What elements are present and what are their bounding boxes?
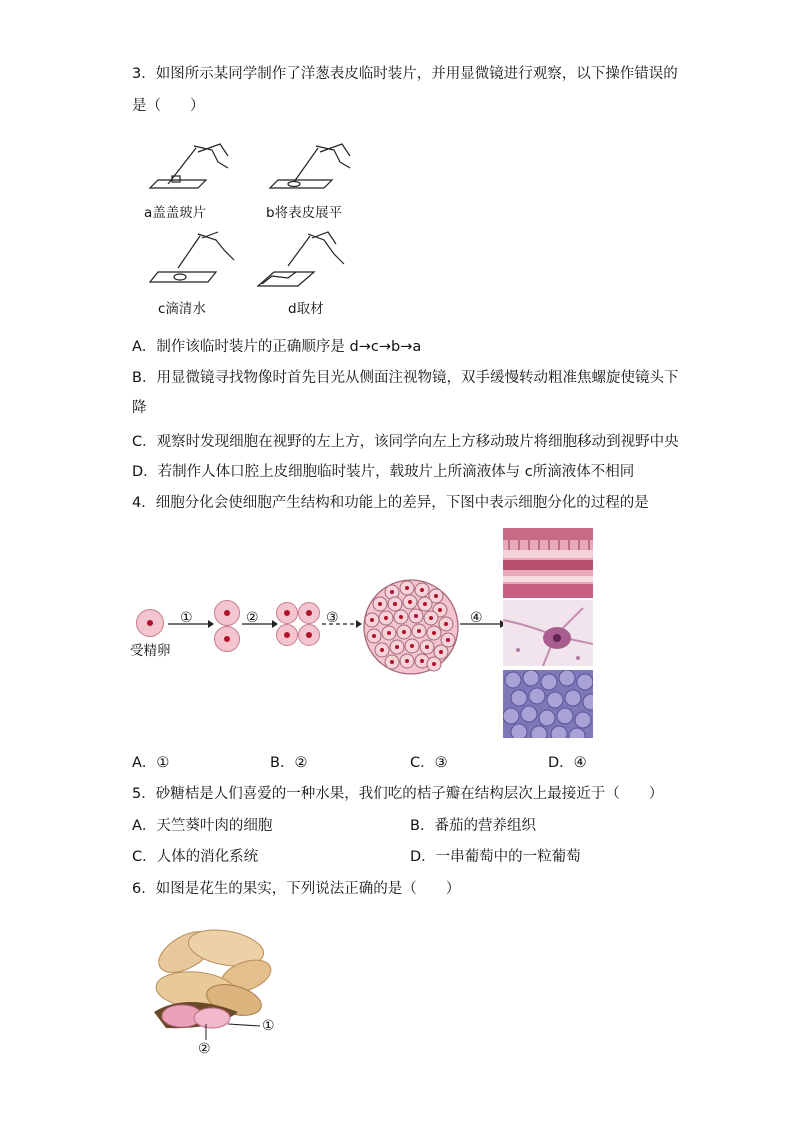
zygote-label: 受精卵: [130, 643, 171, 659]
step-mark-4: ④: [470, 610, 483, 626]
q3-figure: [138, 136, 368, 316]
q4-figure: [130, 520, 610, 750]
caption-c: c滴清水: [158, 301, 206, 317]
q4-option-a: A．①: [132, 755, 170, 771]
drawing-a: [150, 144, 228, 188]
q5-option-d: D．一串葡萄中的一粒葡萄: [410, 849, 581, 865]
peanut-mark-2: ②: [198, 1041, 211, 1057]
four-cell-2: [298, 602, 320, 624]
step-mark-1: ①: [180, 610, 193, 626]
q5-option-a: A．天竺葵叶肉的细胞: [132, 818, 273, 834]
tissue-photo-epithelial: [503, 528, 593, 598]
drawing-c: [150, 232, 234, 282]
step-mark-2: ②: [246, 610, 259, 626]
drawing-d: [258, 232, 344, 286]
four-cell-1: [276, 602, 298, 624]
two-cell-bottom: [214, 626, 240, 652]
peanut-figure: [146, 912, 286, 1062]
caption-d: d取材: [288, 301, 324, 317]
tissue-photo-neuron: [503, 600, 593, 666]
q3-stem-line1: 3．如图所示某同学制作了洋葱表皮临时装片，并用显微镜进行观察，以下操作错误的: [132, 66, 678, 82]
two-cell-top: [214, 600, 240, 626]
q3-stem-line2: 是（ ）: [132, 98, 205, 114]
q5-option-b: B．番茄的营养组织: [410, 818, 536, 834]
q3-option-c: C．观察时发现细胞在视野的左上方，该同学向左上方移动玻片将细胞移动到视野中央: [132, 434, 679, 450]
step-mark-3: ③: [326, 610, 339, 626]
q6-stem: 6．如图是花生的果实，下列说法正确的是（ ）: [132, 881, 461, 897]
q5-stem: 5．砂糖桔是人们喜爱的一种水果，我们吃的桔子瓣在结构层次上最接近于（ ）: [132, 786, 664, 802]
q4-option-d: D．④: [548, 755, 587, 771]
caption-a: a盖盖玻片: [144, 205, 207, 221]
q3-option-d: D．若制作人体口腔上皮细胞临时装片，载玻片上所滴液体与 c所滴液体不相同: [132, 464, 635, 480]
four-cell-3: [276, 624, 298, 646]
q3-option-b-cont: 降: [132, 400, 147, 416]
q3-option-b: B．用显微镜寻找物像时首先目光从侧面注视物镜，双手缓慢转动粗准焦螺旋使镜头下: [132, 370, 679, 386]
q3-option-a: A．制作该临时装片的正确顺序是 d→c→b→a: [132, 339, 422, 355]
q4-option-c: C．③: [410, 755, 448, 771]
caption-b: b将表皮展平: [266, 205, 343, 221]
q5-option-c: C．人体的消化系统: [132, 849, 259, 865]
cell-cluster: [362, 578, 460, 676]
arrow-4: [460, 606, 506, 636]
four-cell-4: [298, 624, 320, 646]
drawing-b: [270, 144, 350, 188]
zygote-cell: [136, 609, 164, 637]
peanut-seed-2: [194, 1008, 230, 1028]
tissue-photo-cells: [503, 670, 593, 738]
q4-stem: 4．细胞分化会使细胞产生结构和功能上的差异，下图中表示细胞分化的过程的是: [132, 495, 649, 511]
peanut-mark-1: ①: [262, 1018, 275, 1034]
q4-option-b: B．②: [270, 755, 308, 771]
pointer-line-1: [228, 1024, 260, 1026]
